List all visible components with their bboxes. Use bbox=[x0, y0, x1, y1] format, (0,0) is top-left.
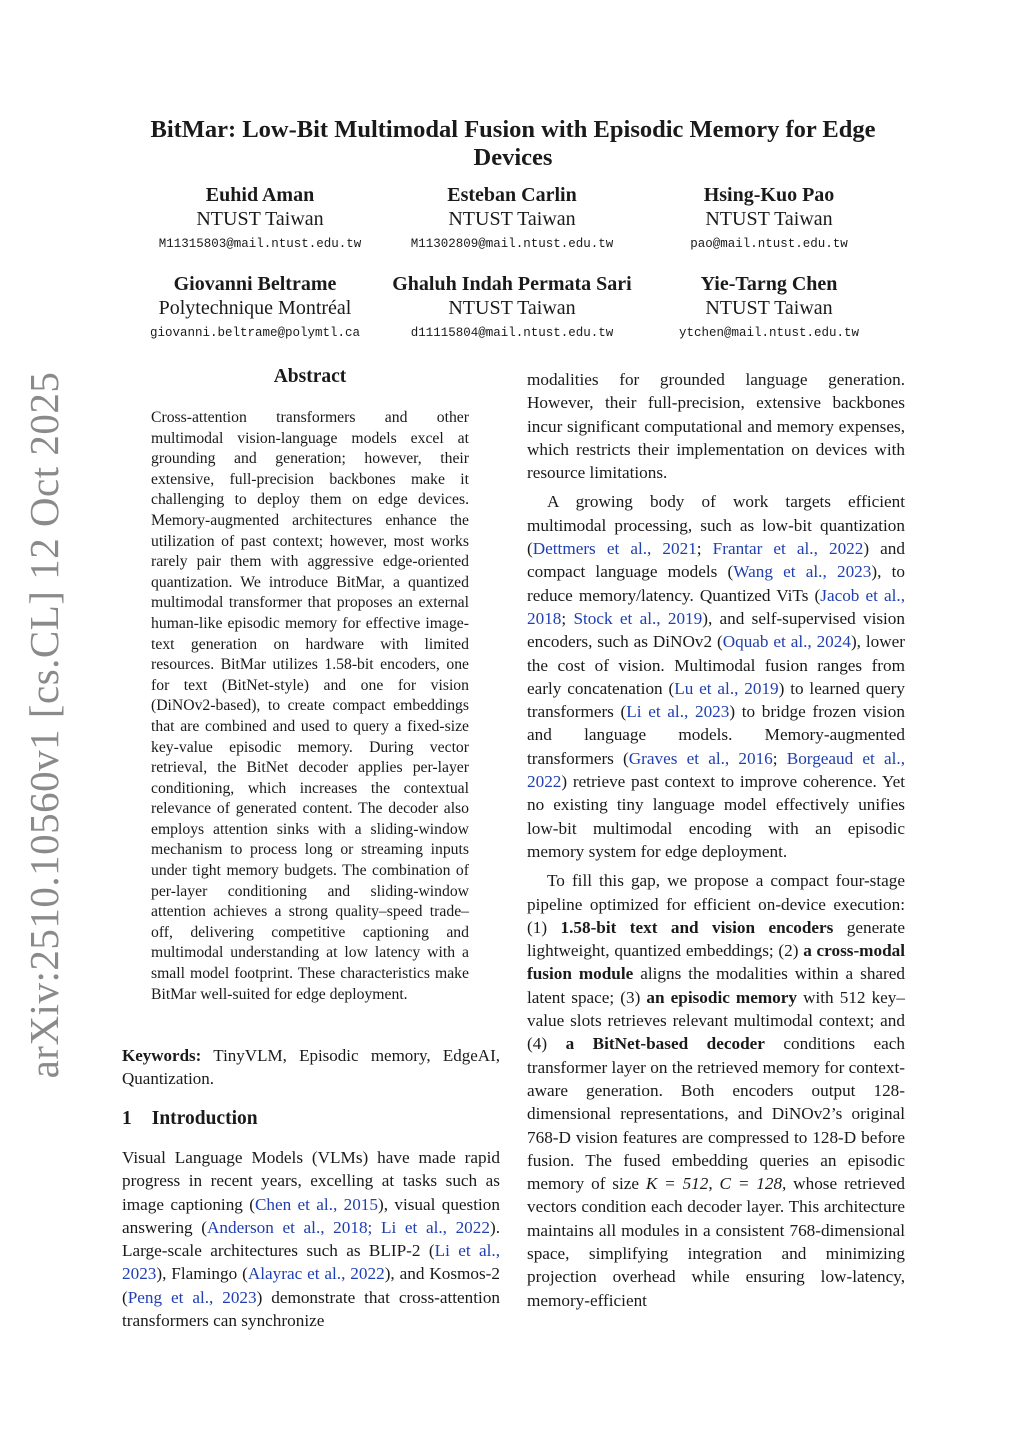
text-run: ) to bridge frozen vision and language models. Memory-augmented transformers ( bbox=[527, 702, 905, 768]
citation-link[interactable]: Frantar et al., 2022 bbox=[712, 539, 864, 559]
author-affiliation: NTUST Taiwan bbox=[196, 208, 324, 230]
intro-paragraph bbox=[122, 1146, 500, 1332]
text-run: Visual Language Models (VLMs) have made rapid progress in recent years, excelling at tasks such as image captioning ( bbox=[122, 1148, 500, 1214]
math-expression: K = 512 bbox=[645, 1174, 709, 1194]
author-block bbox=[619, 183, 919, 254]
citation-link[interactable]: Li et al., 2023 bbox=[626, 702, 730, 722]
citation-link[interactable]: Wang et al., 2023 bbox=[733, 562, 872, 582]
bold-term: a BitNet-based decoder bbox=[565, 1034, 765, 1054]
intro-left-column bbox=[122, 1146, 500, 1332]
author-affiliation: NTUST Taiwan bbox=[705, 297, 833, 319]
author-email[interactable]: giovanni.beltrame@polymtl.ca bbox=[149, 326, 361, 340]
text-run: ; bbox=[561, 608, 574, 628]
citation-link[interactable]: Dettmers et al., 2021 bbox=[532, 539, 697, 559]
text-run: generate lightweight, quantized embeddings; (2) bbox=[527, 917, 906, 961]
citation-link[interactable]: Chen et al., 2015 bbox=[254, 1194, 378, 1214]
abstract-body: Cross-attention transformers and other multimodal vision-language models excel at grounding and generation; however, their extensive, full-precision backbones make it challenging to deploy them on edge devices. Memory-augmented architectures enhance the utilization of past context; however, most works rarely pair them with aggressive edge-oriented quantization. We introduce BitMar, a quantized multimodal transformer that proposes an external human-like episodic memory for effective image-text generation on hardware with limited resources. BitMar utilizes 1.58-bit encoders, one for text (BitNet-style) and one for vision (DiNOv2-based), to create compact embeddings that are combined and used to query a fixed-size key-value episodic memory. During vector retrieval, the BitNet decoder applies per-layer conditioning, which increases the contextual relevance of generated content. The decoder also employs attention sinks with a sliding-window mechanism to process long or streaming inputs under tight memory budgets. The combination of per-layer conditioning and sliding-window attention achieves a strong quality–speed trade–off, delivering competitive captioning and multimodal understanding at low latency with a small model footprint. These characteristics make BitMar well-suited for edge deployment. bbox=[151, 409, 469, 1003]
author-name: Yie-Tarng Chen bbox=[700, 273, 838, 295]
bold-term: an episodic memory bbox=[646, 987, 798, 1007]
text-run: with 512 key–value slots retrieves relevant multimodal context; and (4) bbox=[527, 987, 905, 1054]
text-run: ) demonstrate that cross-attention transformers can synchronize bbox=[122, 1287, 501, 1331]
text-run: ), visual question answering ( bbox=[122, 1194, 500, 1237]
author-block bbox=[362, 183, 662, 254]
author-email[interactable]: ytchen@mail.ntust.edu.tw bbox=[678, 326, 860, 340]
citation-link[interactable]: Anderson et al., 2018; Li et al., 2022 bbox=[207, 1217, 490, 1237]
intro-paragraph: modalities for grounded language generation. However, their full-precision, extensive backbones incur significant computational and memory expenses, which restricts their implementation on devices with resource limitations. bbox=[527, 370, 905, 483]
text-run: ), Flamingo ( bbox=[156, 1264, 248, 1284]
author-email[interactable]: pao@mail.ntust.edu.tw bbox=[690, 237, 848, 251]
intro-paragraph bbox=[527, 869, 905, 1312]
text-run: conditions each transformer layer on the retrieved memory for context-aware generation. Both encoders output 128-dimensional representations, and DiNOv2’s original 768-D vision features are compressed to 128-D before fusion. The fused embedding queries an episodic memory of size bbox=[527, 1034, 906, 1194]
text-run: ), to reduce memory/latency. Quantized ViTs ( bbox=[527, 562, 905, 605]
text-run: ; bbox=[772, 748, 787, 768]
citation-link[interactable]: Li et al., 2023 bbox=[122, 1241, 500, 1284]
author-name: Hsing-Kuo Pao bbox=[703, 184, 835, 206]
text-run: , bbox=[708, 1174, 720, 1194]
text-run: ; bbox=[696, 539, 713, 559]
author-name: Esteban Carlin bbox=[447, 184, 577, 206]
text-run: ). Large-scale architectures such as BLIP-2 ( bbox=[122, 1217, 500, 1261]
author-affiliation: Polytechnique Montréal bbox=[158, 297, 352, 319]
text-run: ) and compact language models ( bbox=[527, 539, 905, 582]
citation-link[interactable]: Graves et al., 2016 bbox=[628, 748, 773, 768]
math-expression: C = 128 bbox=[719, 1174, 783, 1194]
keywords-label: Keywords: bbox=[122, 1046, 202, 1065]
paper-title: BitMar: Low-Bit Multimodal Fusion with Episodic Memory for Edge Devices bbox=[150, 116, 876, 171]
citation-link[interactable]: Stock et al., 2019 bbox=[573, 608, 703, 628]
abstract-heading: Abstract bbox=[273, 366, 347, 387]
arxiv-side-stamp: arXiv:2510.10560v1 [cs.CL] 12 Oct 2025 bbox=[21, 371, 67, 1079]
section-title: Introduction bbox=[151, 1108, 258, 1129]
keywords-text: TinyVLM, Episodic memory, EdgeAI, Quantization. bbox=[122, 1046, 500, 1088]
author-email[interactable]: M11302809@mail.ntust.edu.tw bbox=[410, 237, 614, 251]
keywords bbox=[122, 1044, 500, 1090]
bold-term: a cross-modal fusion module bbox=[527, 941, 906, 984]
author-affiliation: NTUST Taiwan bbox=[448, 297, 576, 319]
citation-link[interactable]: Borgeaud et al., 2022 bbox=[527, 748, 906, 792]
citation-link[interactable]: Lu et al., 2019 bbox=[674, 678, 779, 698]
author-affiliation: NTUST Taiwan bbox=[705, 208, 833, 230]
author-name: Euhid Aman bbox=[205, 184, 315, 206]
text-run: ) retrieve past context to improve coherence. Yet no existing tiny language model effectively unifies low-bit multimodal encoding with an episodic memory system for edge deployment. bbox=[527, 772, 905, 861]
author-affiliation: NTUST Taiwan bbox=[448, 208, 576, 230]
text-run: To fill this gap, we propose a compact four-stage pipeline optimized for efficient on-device execution: (1) bbox=[527, 871, 905, 937]
text-run: , whose retrieved vectors condition each decoder layer. This architecture maintains all modules in a consistent 768-dimensional space, simplifying integration and minimizing projection overhead while ensuring low-latency, memory-efficient bbox=[527, 1174, 906, 1310]
section-number: 1 bbox=[122, 1108, 132, 1129]
text-run: ) to learned query transformers ( bbox=[527, 678, 905, 722]
author-block bbox=[619, 272, 919, 343]
section-heading-introduction bbox=[122, 1108, 258, 1130]
intro-paragraph bbox=[527, 490, 905, 863]
text-run: ), and Kosmos-2 ( bbox=[122, 1264, 500, 1307]
author-name: Ghaluh Indah Permata Sari bbox=[392, 273, 632, 295]
text-run: A growing body of work targets efficient multimodal processing, such as low-bit quantization ( bbox=[527, 492, 905, 559]
citation-link[interactable]: Oquab et al., 2024 bbox=[722, 632, 851, 652]
author-email[interactable]: M11315803@mail.ntust.edu.tw bbox=[158, 237, 362, 251]
citation-link[interactable]: Peng et al., 2023 bbox=[127, 1287, 257, 1307]
author-email[interactable]: d11115804@mail.ntust.edu.tw bbox=[410, 326, 614, 340]
text-run: ), and self-supervised vision encoders, such as DiNOv2 ( bbox=[527, 608, 905, 652]
text-run: aligns the modalities within a shared latent space; (3) bbox=[527, 964, 905, 1007]
citation-link[interactable]: Jacob et al., 2018 bbox=[527, 585, 905, 628]
bold-term: 1.58-bit text and vision encoders bbox=[560, 917, 834, 937]
text-run: ), lower the cost of vision. Multimodal fusion ranges from early concatenation ( bbox=[527, 632, 905, 698]
citation-link[interactable]: Alayrac et al., 2022 bbox=[247, 1264, 385, 1284]
intro-right-column bbox=[527, 368, 905, 1318]
author-name: Giovanni Beltrame bbox=[173, 273, 337, 295]
